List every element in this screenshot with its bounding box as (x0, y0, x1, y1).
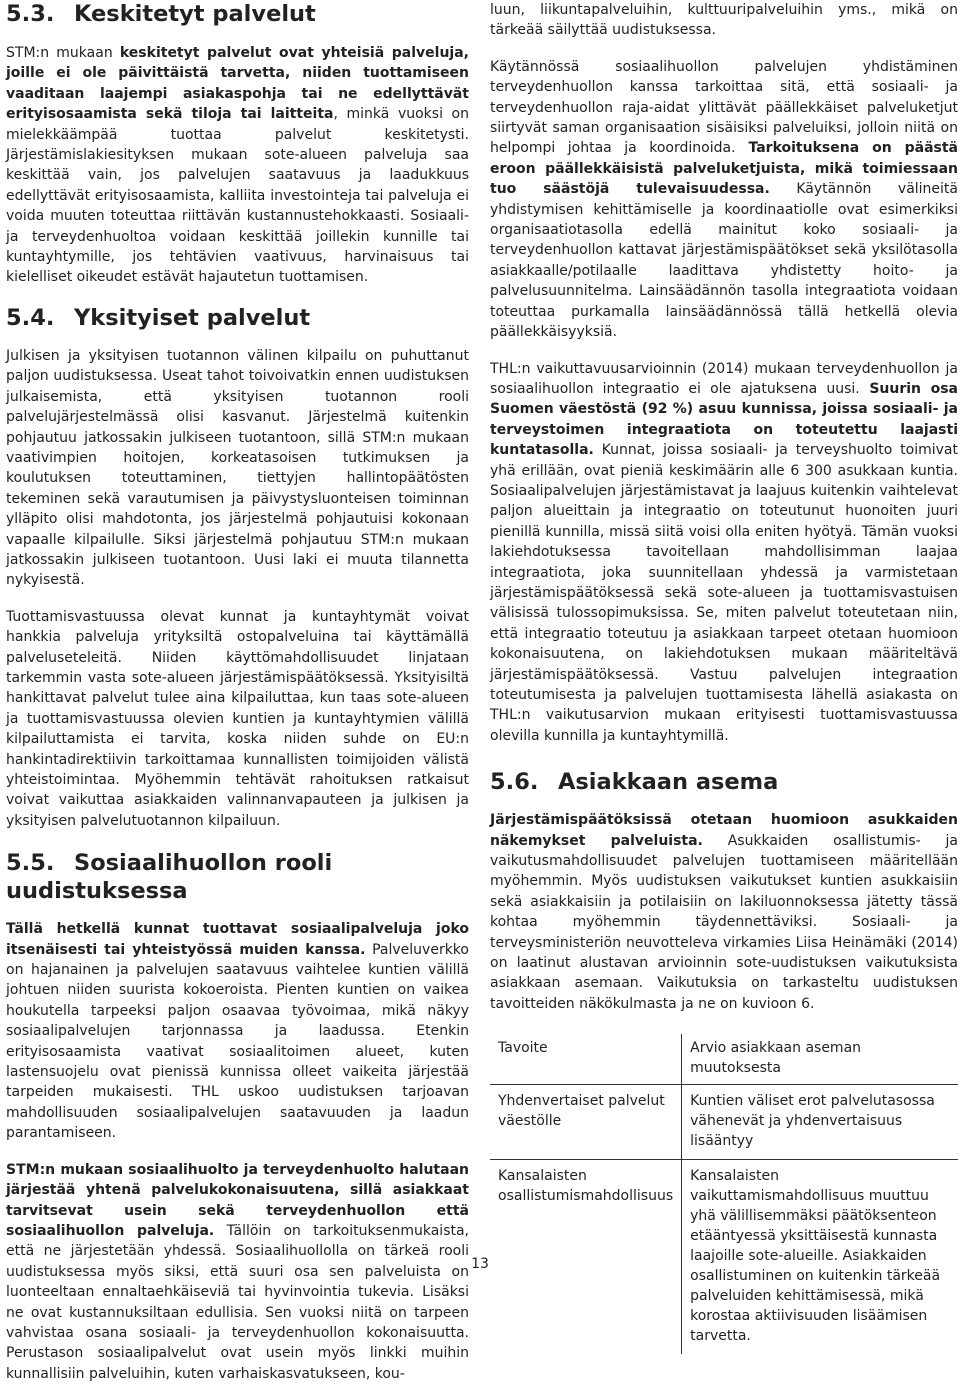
table-row (490, 1085, 958, 1160)
paragraph-tuottamisvastuu: Tuottamisvastuussa olevat kunnat ja kuntayhtymät voivat hankkia palveluja yrityksiltä ostopalveluina tai käyttämällä palveluseteleitä. Niiden käyttömahdollisuudet linjataan tarkemmin vasta sote-alueen järjestämispäätöksessä. Yksityisiltä hankittavat palvelut tulee aina kilpailuttaa, kun taas sote-alueen ja tuottamisvastuussa olevien kuntien ja kuntayhtymien välillä kilpailuttamista ei tarvita, koska niiden suhde on EU:n hankintadirektiivin tarkoittamaa kunnallisten toimijoiden välistä yhteistoimintaa. Myöhemmin tehtävät rahoituksen ratkaisut voivat vaikuttaa asiakkaiden valinnanvapauteen ja julkisen ja yksityisen palvelutuotannon kilpailuun. (6, 608, 469, 829)
table-cell: Kansalaisten osallistumismahdollisuus (490, 1160, 682, 1355)
heading-5-5: 5.5. Sosiaalihuollon rooli uudistuksessa (6, 850, 333, 905)
paragraph-continuation: luun, liikuntapalveluihin, kulttuuripalveluihin yms., mikä on tärkeää säilyttää uudistuksessa. (490, 2, 958, 39)
heading-5-4: 5.4. Yksityiset palvelut (6, 304, 311, 331)
right-column (490, 0, 958, 1354)
table-header-cell: Arvio asiakkaan aseman muutoksesta (682, 1034, 958, 1085)
left-column (6, 0, 469, 1384)
paragraph-thl-arviointi: THL:n vaikuttavuusarvioinnin (2014) mukaan terveydenhuollon ja sosiaalihuollon integraatio ei ole ajatuksena uusi. Suurin osa Suomen väestöstä (92 %) asuu kunnissa, joissa sosiaali- ja terveystoimen integraatiota on toteutettu laajasti kuntatasolla. Kunnat, joissa sosiaali- ja terveyshuolto toimivat yhä erillään, ovat pieniä keskimäärin alle 6 300 asukkaan kuntia. Sosiaalipalvelujen järjestämistavat ja laajuus kuitenkin vaihtelevat paljon alueittain ja integraatio on toteutunut huonoiten juuri pienillä kunnilla, missä siitä voisi olla eniten hyötyä. Tämän vuoksi lakiehdotuksessa tavoitellaan mahdollisimman laajaa integraatiota, joka suunnitellaan yhdessä ja varmistetaan järjestämispäätöksessä sekä sote-alueen ja tuottamisvastuisen välisissä tulossopimuksissa. Se, miten palvelut toteutetaan niin, että integraatio toteutuu ja asiakkaan tarpeet otetaan huomioon kokonaisuutena, on lakiehdotuksen mukaan määriteltävä järjestämispäätöksessä. Vastuu palvelujen integraation toteutumisesta ja palvelujen tuottamisesta lähellä asiakasta on THL:n vaikutusarvion mukaan erityisesti tuottamisvastuussa olevilla kunnilla ja kuntayhtymillä. (490, 360, 958, 744)
table-header-row (490, 1034, 958, 1085)
paragraph-keskitetyt: STM:n mukaan keskitetyt palvelut ovat yhteisiä palveluja, joille ei ole päivittäistä tarvetta, niiden tuottamiseen vaaditaan laajempi asiakaspohja tai ne edellyttävät erityisosaamista sekä tiloja tai laitteita, minkä vuoksi on mielekkäämpää tuottaa palvelut keskitetysti. Järjestämislakiesityksen mukaan sote-alueen palveluja saa keskittää vain, jos palvelujen saatavuus ja laadukkuus edellyttävät erityisosaamista, kalliita investointeja tai palveluja ei voida muuten toteuttaa riittävän kustannustehokkaasti. Sosiaali- ja terveydenhuoltoa voidaan keskittää joillekin kunnille tai kuntayhtymille, jos tehtävien vaativuus, harvinaisuus tai kielelliset oikeudet estävät hajautetun tuottamisen. (6, 45, 469, 286)
heading-5-6: 5.6. Asiakkaan asema (490, 769, 779, 796)
table-cell: Kuntien väliset erot palvelutasossa vähenevät ja yhdenvertaisuus lisääntyy (682, 1085, 958, 1160)
table-cell: Kansalaisten vaikuttamismahdollisuus muuttuu yhä välillisemmäksi päätöksenteon etääntyessä yksittäisestä kunnasta laajoille sote-alueille. Asiakkaiden osallistuminen on kuitenkin tärkeää palveluiden kehittämisessä, mikä korostaa aktiivisuuden lisäämisen tarvetta. (690, 1168, 941, 1345)
table-header-cell: Tavoite (490, 1034, 682, 1085)
paragraph-asiakkaan-asema: Järjestämispäätöksissä otetaan huomioon asukkaiden näkemykset palveluista. Asukkaiden osallistumis- ja vaikutusmahdollisuudet palvelujen tuottamiseen määritellään myöhemmin. Myös uudistuksen vaikutukset kuntien asukkaisiin sekä asiakkaisiin ja potilaisiin on lakiluonnoksessa jätetty tässä kohtaa myöhemmin täydennettäviksi. Sosiaali- ja terveysministeriön neuvotteleva virkamies Liisa Heinämäki (2014) on laatinut alustavan arvioinnin sote-uudistuksen vaikutuksista asiakkaan asemaan. Vaikutuksia on tarkasteltu uudistuksen tavoitteiden näkökulmasta ja ne on kuvioon 6. (490, 812, 959, 1012)
heading-5-3: 5.3. Keskitetyt palvelut (6, 1, 316, 27)
table-cell: Yhdenvertaiset palvelut väestölle (490, 1085, 682, 1160)
impact-table (490, 1034, 958, 1354)
paragraph-kilpailu: Julkisen ja yksityisen tuotannon välinen kilpailu on puhuttanut paljon uudistuksessa. Useat tahot toivoivatkin ennen uudistuksen julkaisemista, että yksityisen tuotannon rooli palvelujärjestelmässä olisi kasvanut. Järjestelmä kuitenkin pohjautuu jatkossakin julkiseen tuotantoon, sillä STM:n mukaan vaativimpien hoitojen, korkeatasoisen tutkimuksen ja koulutuksen toteuttaminen, tiettyjen hallintopäätösten tekeminen sekä varautumisen ja päivystysluonteisen toiminnan ylläpito olisi mahdotonta, jos järjestelmä pohjautuisi kokonaan vapaalle kilpailulle. Siksi järjestelmä pohjautuu STM:n mukaan jatkossakin julkiseen tuotantoon. Uusi laki ei muuta tilannetta nykyisestä. (6, 347, 469, 589)
page-number: 13 (471, 1256, 489, 1272)
paragraph-sosiaalipalvelut: Tällä hetkellä kunnat tuottavat sosiaalipalveluja joko itsenäisesti tai yhteistyössä muiden kanssa. Palveluverkko on hajanainen ja palvelujen saatavuus vaihtelee kuntien välillä johtuen niiden suurista kokoeroista. Pienten kuntien on vaikea houkutella tarpeeksi paljon osaavaa työvoimaa, mikä näkyy sosiaalipalvelujen tarjonnassa ja laadussa. Etenkin erityisosaamista vaativat sosiaalitoimen alueet, kuten lastensuojelu ovat pienissä kunnissa olleet vaikeita järjestää tarpeiden mukaisesti. THL uskoo uudistuksen tarjoavan mahdollisuuden sosiaalipalvelujen saatavuuden ja laadun parantamiseen. (6, 921, 469, 1142)
paragraph-integraatio: Käytännössä sosiaalihuollon palvelujen yhdistäminen terveydenhuollon kanssa tarkoittaa sitä, että sosiaali- ja terveydenhuollon raja-aidat ylittävät päällekkäiset palveluketjut siirtyvät saman organisaation sisäisiksi palveluiksi, jolloin niitä on helpompi johtaa ja koordinoida. Tarkoituksena on päästä eroon päällekkäisistä palveluketjuista, mikä toimiessaan tuo säästöjä tulevaisuudessa. Käytännön välineitä yhdistymisen kehittämiselle ja koordinaatiolle ovat esimerkiksi organisaatiotasolla edellä mainitut koko sosiaali- ja terveydenhuollon kattavat järjestämispäätökset sekä yksilötasolla asiakkaalle/potilaalle laadittava yhdistetty hoito- ja palvelusuunnitelma. Lainsäädännön tasolla integraatiota voidaan toteuttaa purkamalla lainsäädännössä tällä hetkellä olevia päällekkäisyyksiä. (490, 58, 959, 341)
paragraph-palvelukokonaisuus: STM:n mukaan sosiaalihuolto ja terveydenhuolto halutaan järjestää yhtenä palvelukokonaisuutena, sillä asiakkaat tarvitsevat usein sekä terveydenhuollon että sosiaalihuollon palveluja. Tällöin on tarkoituksenmukaista, että ne järjestetään yhdessä. Sosiaalihuollolla on tärkeä rooli uudistuksessa myös siksi, että suuri osa sen palveluista on luonteeltaan ennaltaehkäiseviä tai hyvinvointia tukevia. Lisäksi ne ovat kustannuksiltaan edullisia. Sen vuoksi niitä on tarpeen vahvistaa osana sosiaali- ja terveydenhuollon kokonaisuutta. Perustason sosiaalipalvelut ovat usein myös linkki muihin kunnallisiin palveluihin, kuten varhaiskasvatukseen, kou- (6, 1161, 470, 1382)
